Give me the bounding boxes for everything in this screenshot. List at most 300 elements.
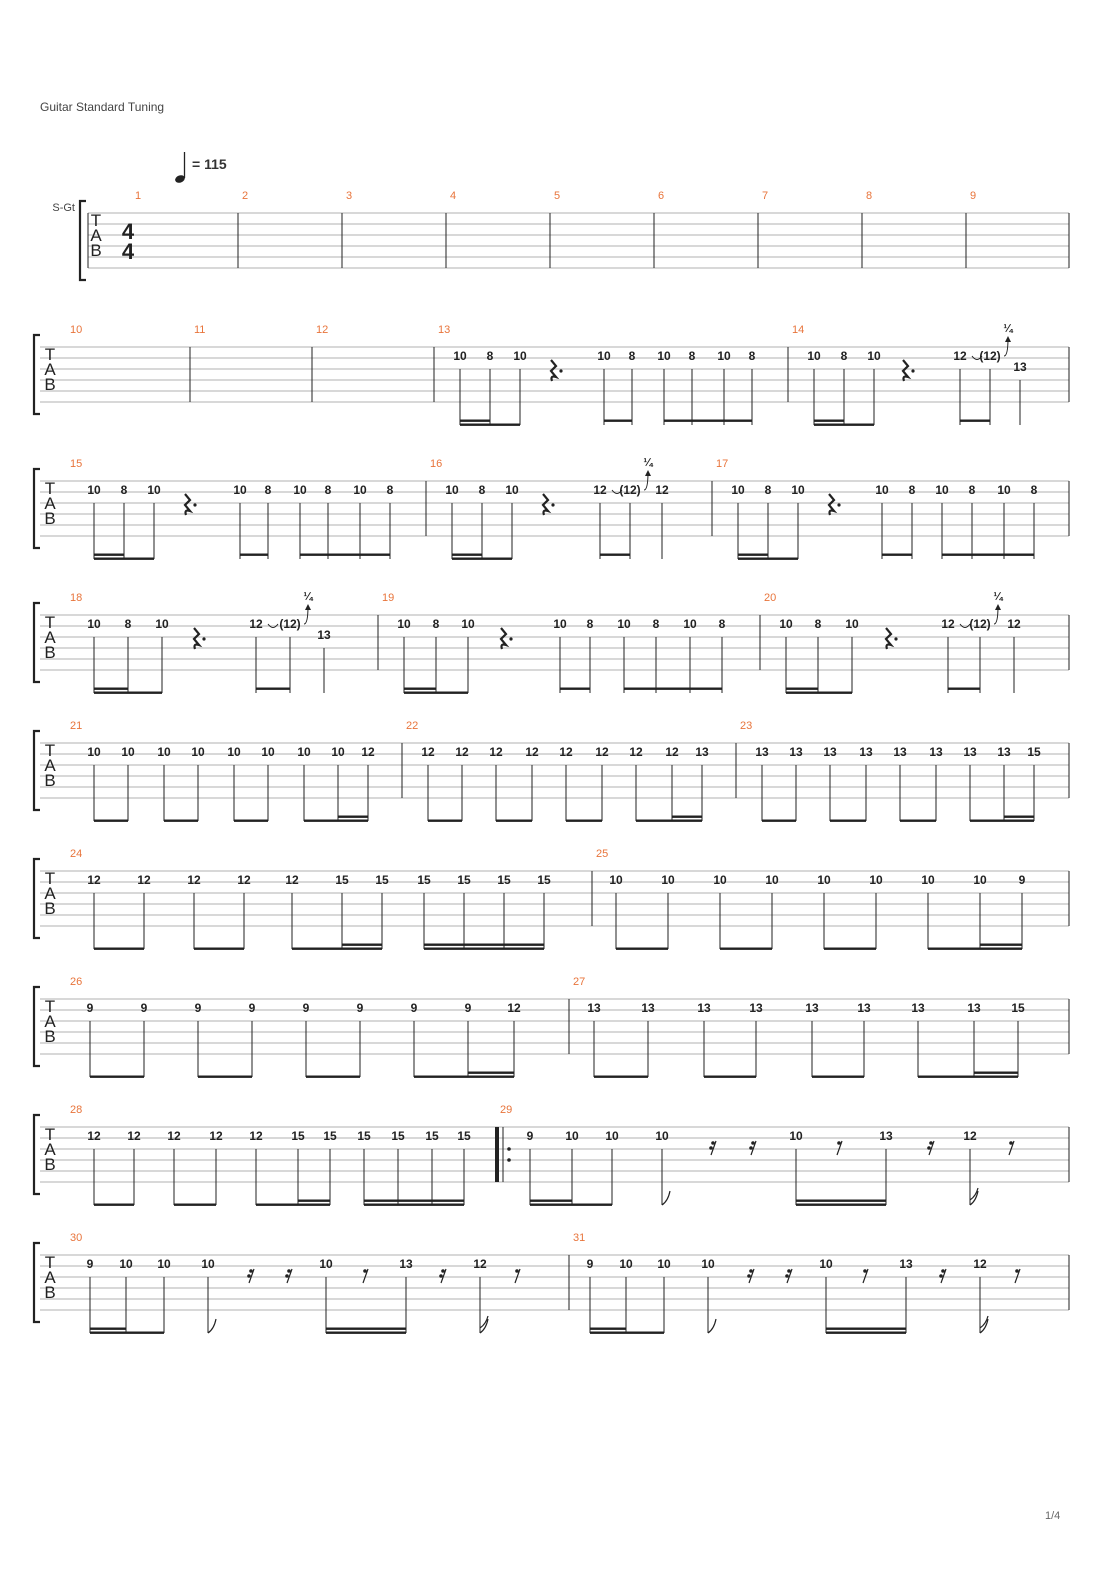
note-beam [94,820,128,822]
bend-amount: ¼ [303,591,313,603]
fret-number: 12 [525,745,539,759]
fret-number: 12 [489,745,503,759]
fret-number: 15 [391,1129,405,1143]
rest-head [785,1274,789,1278]
fret-number: 8 [124,617,132,631]
tab-clef-letter: A [44,628,56,647]
note-beam [796,1200,886,1202]
note-beam [90,1332,164,1334]
fret-number: 12 [507,1001,521,1015]
rest-dot [551,503,554,506]
note-beam [404,688,436,690]
fret-number: 9 [1018,873,1026,887]
fret-number: 12 [87,1129,101,1143]
tab-clef-letter: T [44,741,56,760]
fret-number: (12) [279,617,301,631]
fret-number: 10 [319,1257,333,1271]
measure-number: 17 [716,458,729,470]
fret-number: 8 [652,617,660,631]
measure-number: 3 [346,190,353,202]
note-beam [560,688,590,690]
tab-clef-letter: B [44,771,56,790]
measure-number: 22 [406,720,419,732]
note-flag [208,1319,216,1333]
fret-number: 13 [857,1001,871,1015]
fret-number: 8 [386,483,394,497]
measure-number: 25 [596,848,609,860]
time-signature-top: 4 [121,219,135,244]
fret-number: 10 [261,745,275,759]
note-beam [326,1328,406,1330]
fret-number: 13 [879,1129,893,1143]
fret-number: 10 [845,617,859,631]
rest-head [747,1274,751,1278]
note-beam [762,820,796,822]
fret-number: 12 [473,1257,487,1271]
note-beam [342,944,382,946]
fret-number: 10 [657,1257,671,1271]
fret-number: 9 [86,1257,94,1271]
fret-number: 13 [1013,360,1027,374]
measure-number: 20 [764,592,777,604]
note-beam [164,820,198,822]
note-beam [300,554,390,556]
tab-clef-letter: B [44,1283,56,1302]
note-beam [900,820,936,822]
note-beam [918,1076,1018,1078]
system-bracket [34,731,40,810]
note-beam [94,554,124,556]
fret-number: 10 [997,483,1011,497]
fret-number: 10 [867,349,881,363]
fret-number: 10 [87,617,101,631]
tab-clef-letter: T [44,997,56,1016]
repeat-dot [507,1147,511,1151]
fret-number: 10 [461,617,475,631]
fret-number: 15 [417,873,431,887]
rest-head [749,1146,753,1150]
fret-number: 8 [586,617,594,631]
tab-system [34,1104,1069,1206]
note-beam [256,688,290,690]
fret-number: 10 [657,349,671,363]
note-beam [796,1204,886,1206]
note-beam [928,948,1022,950]
measure-number: 16 [430,458,443,470]
measure-number: 9 [970,190,977,202]
fret-number: 15 [1011,1001,1025,1015]
fret-number: 15 [497,873,511,887]
fret-number: 10 [655,1129,669,1143]
note-beam [636,820,702,822]
system-bracket [34,987,40,1066]
rest-head [285,1274,289,1278]
note-beam [704,1076,756,1078]
fret-number: 13 [789,745,803,759]
fret-number: 15 [357,1129,371,1143]
measure-number: 6 [658,190,665,202]
note-beam [326,1332,406,1334]
tab-clef-letter: A [90,226,102,245]
fret-number: 10 [731,483,745,497]
tab-clef-letter: A [44,884,56,903]
fret-number: 12 [973,1257,987,1271]
system-bracket [34,603,40,682]
rest-head [787,1269,791,1273]
measure-number: 23 [740,720,753,732]
note-beam [786,692,852,694]
rest-head [439,1274,443,1278]
bend-arrow-head [645,470,651,476]
tab-clef-letter: B [44,509,56,528]
note-beam [496,820,532,822]
note-beam [338,816,368,818]
fret-number: 10 [119,1257,133,1271]
note-beam [460,420,490,422]
note-beam [826,1328,906,1330]
fret-number: 10 [597,349,611,363]
fret-number: 8 [908,483,916,497]
tab-system [34,323,1069,426]
fret-number: 9 [356,1001,364,1015]
rest-head [287,1269,291,1273]
fret-number: 10 [869,873,883,887]
note-beam [414,1076,514,1078]
fret-number: 15 [425,1129,439,1143]
note-beam [304,820,368,822]
fret-number: 10 [553,617,567,631]
rest-head [941,1269,945,1273]
note-beam [970,820,1034,822]
fret-number: 9 [86,1001,94,1015]
tempo-marking: = 115 [192,156,227,172]
system-bracket [34,335,40,414]
bend-arrow-head [995,604,1001,610]
fret-number: 10 [683,617,697,631]
fret-number: 12 [87,873,101,887]
tab-clef-letter: A [44,756,56,775]
fret-number: 8 [120,483,128,497]
measure-number: 14 [792,324,805,336]
tab-system [34,720,1069,822]
note-beam [452,558,512,560]
note-beam [624,688,722,690]
fret-number: 10 [619,1257,633,1271]
note-beam [292,948,382,950]
rest-head [709,1146,713,1150]
fret-number: 9 [302,1001,310,1015]
fret-number: 9 [194,1001,202,1015]
note-beam [824,948,876,950]
rest-dot [193,503,196,506]
fret-number: 10 [609,873,623,887]
note-flag [662,1191,670,1205]
note-beam [94,948,144,950]
note-flag [708,1319,716,1333]
fret-number: 8 [764,483,772,497]
fret-number: 9 [140,1001,148,1015]
fret-number: 10 [191,745,205,759]
fret-number: 13 [859,745,873,759]
fret-number: 8 [432,617,440,631]
bend-arrow-head [1005,336,1011,342]
fret-number: 13 [695,745,709,759]
measure-number: 13 [438,324,451,336]
note-beam [738,558,798,560]
quarter-rest-icon [501,628,506,649]
fret-number: 12 [187,873,201,887]
note-beam [234,820,268,822]
fret-number: 12 [455,745,469,759]
fret-number: 10 [935,483,949,497]
fret-number: 15 [323,1129,337,1143]
measure-number: 8 [866,190,873,202]
rest-dot [911,369,914,372]
fret-number: 10 [513,349,527,363]
fret-number: 13 [963,745,977,759]
tab-system [34,591,1069,694]
fret-number: 12 [963,1129,977,1143]
note-beam [814,420,844,422]
page-number: 1/4 [1045,1510,1061,1522]
fret-number: 10 [297,745,311,759]
fret-number: 13 [749,1001,763,1015]
note-beam [424,944,544,946]
rest-dot [894,637,897,640]
tab-clef-letter: A [44,1140,56,1159]
tab-system [52,190,1069,280]
note-beam [94,1204,134,1206]
tab-clef-letter: T [44,1125,56,1144]
quarter-rest-icon [543,494,548,515]
system-bracket [34,859,40,938]
note-beam [428,820,462,822]
rest-head [249,1269,253,1273]
system-bracket [34,1243,40,1322]
fret-number: 10 [817,873,831,887]
tab-system [34,848,1069,950]
fret-number: 12 [209,1129,223,1143]
fret-number: 12 [941,617,955,631]
fret-number: 12 [655,483,669,497]
measure-number: 1 [134,190,142,202]
repeat-dot [507,1158,511,1162]
measure-number: 10 [70,324,83,336]
note-flag [980,1319,988,1333]
measure-number: 19 [382,592,395,604]
fret-number: 12 [559,745,573,759]
quarter-rest-icon [886,628,891,649]
fret-number: 15 [291,1129,305,1143]
note-beam [94,688,128,690]
note-beam [174,1204,216,1206]
fret-number: 12 [665,745,679,759]
note-beam [404,692,468,694]
fret-number: 8 [478,483,486,497]
system-bracket [34,469,40,548]
rest-dot [509,637,512,640]
fret-number: 12 [595,745,609,759]
rest-head [837,1141,841,1145]
fret-number: 12 [421,745,435,759]
quarter-note-icon [174,152,186,184]
fret-number: 10 [233,483,247,497]
note-beam [1004,816,1034,818]
fret-number: 13 [967,1001,981,1015]
tab-clef-letter: T [44,869,56,888]
measure-number: 30 [70,1232,83,1244]
fret-number: 10 [331,745,345,759]
rest-head [515,1269,519,1273]
measure-number: 29 [500,1104,513,1116]
note-beam [306,1076,360,1078]
note-beam [826,1332,906,1334]
measure-number: 11 [194,324,206,336]
measure-number: 26 [70,976,83,988]
repeat-thick-bar [495,1127,499,1182]
tab-system [34,457,1069,560]
note-beam [942,554,1034,556]
quarter-rest-icon [829,494,834,515]
rest-dot [559,369,562,372]
note-beam [468,1072,514,1074]
fret-number: 8 [718,617,726,631]
note-beam [720,948,772,950]
fret-number: 10 [973,873,987,887]
note-flag [970,1191,978,1205]
rest-head [441,1269,445,1273]
note-beam [364,1200,464,1202]
fret-number: 12 [127,1129,141,1143]
fret-number: 15 [457,1129,471,1143]
fret-number: 10 [201,1257,215,1271]
rest-head [247,1274,251,1278]
note-beam [90,1076,144,1078]
tab-clef-letter: B [44,1155,56,1174]
fret-number: 12 [361,745,375,759]
fret-number: 9 [248,1001,256,1015]
fret-number: 10 [565,1129,579,1143]
note-beam [424,948,544,950]
note-beam [256,1204,330,1206]
fret-number: 10 [617,617,631,631]
fret-number: 8 [1030,483,1038,497]
tab-clef-letter: B [90,241,102,260]
tuning-label: Guitar Standard Tuning [40,100,165,114]
fret-number: 13 [805,1001,819,1015]
bend-arrow-head [305,604,311,610]
tab-clef-letter: B [44,643,56,662]
measure-number: 2 [242,190,249,202]
rest-head [749,1269,753,1273]
tab-clef-letter: T [90,211,102,230]
note-beam [240,554,268,556]
fret-number: 13 [399,1257,413,1271]
fret-number: 10 [701,1257,715,1271]
fret-number: 13 [911,1001,925,1015]
fret-number: 15 [1027,745,1041,759]
fret-number: 8 [968,483,976,497]
system-bracket [34,1115,40,1194]
measure-number: 21 [70,720,83,732]
rest-dot [202,637,205,640]
fret-number: 10 [765,873,779,887]
fret-number: 8 [486,349,494,363]
fret-number: 10 [147,483,161,497]
fret-number: 10 [157,745,171,759]
fret-number: 12 [1007,617,1021,631]
bend-amount: ¼ [643,457,653,469]
note-beam [830,820,866,822]
fret-number: 10 [453,349,467,363]
rest-head [1015,1269,1019,1273]
measure-number: 27 [573,976,586,988]
fret-number: 10 [353,483,367,497]
fret-number: 10 [505,483,519,497]
fret-number: 9 [464,1001,472,1015]
note-beam [594,1076,648,1078]
note-beam [948,688,980,690]
tab-clef-letter: T [44,479,56,498]
fret-number: 13 [899,1257,913,1271]
rest-head [939,1274,943,1278]
note-beam [604,420,632,422]
note-beam [94,692,162,694]
fret-number: 10 [791,483,805,497]
tab-system [34,976,1069,1078]
fret-number: 10 [121,745,135,759]
measure-number: 5 [554,190,561,202]
fret-number: 13 [317,628,331,642]
tab-clef-letter: B [44,899,56,918]
quarter-rest-icon [551,360,556,381]
fret-number: 12 [285,873,299,887]
fret-number: 10 [87,483,101,497]
tab-clef-letter: A [44,360,56,379]
fret-number: 10 [445,483,459,497]
fret-number: 9 [526,1129,534,1143]
fret-number: 10 [227,745,241,759]
rest-dot [837,503,840,506]
fret-number: 10 [397,617,411,631]
note-beam [198,1076,252,1078]
note-beam [94,558,154,560]
note-beam [600,554,630,556]
fret-number: 12 [953,349,967,363]
note-beam [590,1328,626,1330]
note-beam [460,424,520,426]
fret-number: 10 [157,1257,171,1271]
rest-head [927,1146,931,1150]
fret-number: 8 [264,483,272,497]
fret-number: 12 [167,1129,181,1143]
fret-number: 10 [789,1129,803,1143]
fret-number: 10 [713,873,727,887]
fret-number: 9 [410,1001,418,1015]
fret-number: 8 [814,617,822,631]
note-beam [90,1328,126,1330]
measure-number: 24 [70,848,83,860]
measure-number: 12 [316,324,329,336]
fret-number: 12 [137,873,151,887]
tab-clef-letter: T [44,345,56,364]
tab-clef-letter: A [44,1268,56,1287]
rest-head [363,1269,367,1273]
fret-number: 13 [997,745,1011,759]
rest-head [751,1141,755,1145]
measure-number: 18 [70,592,83,604]
note-beam [566,820,602,822]
